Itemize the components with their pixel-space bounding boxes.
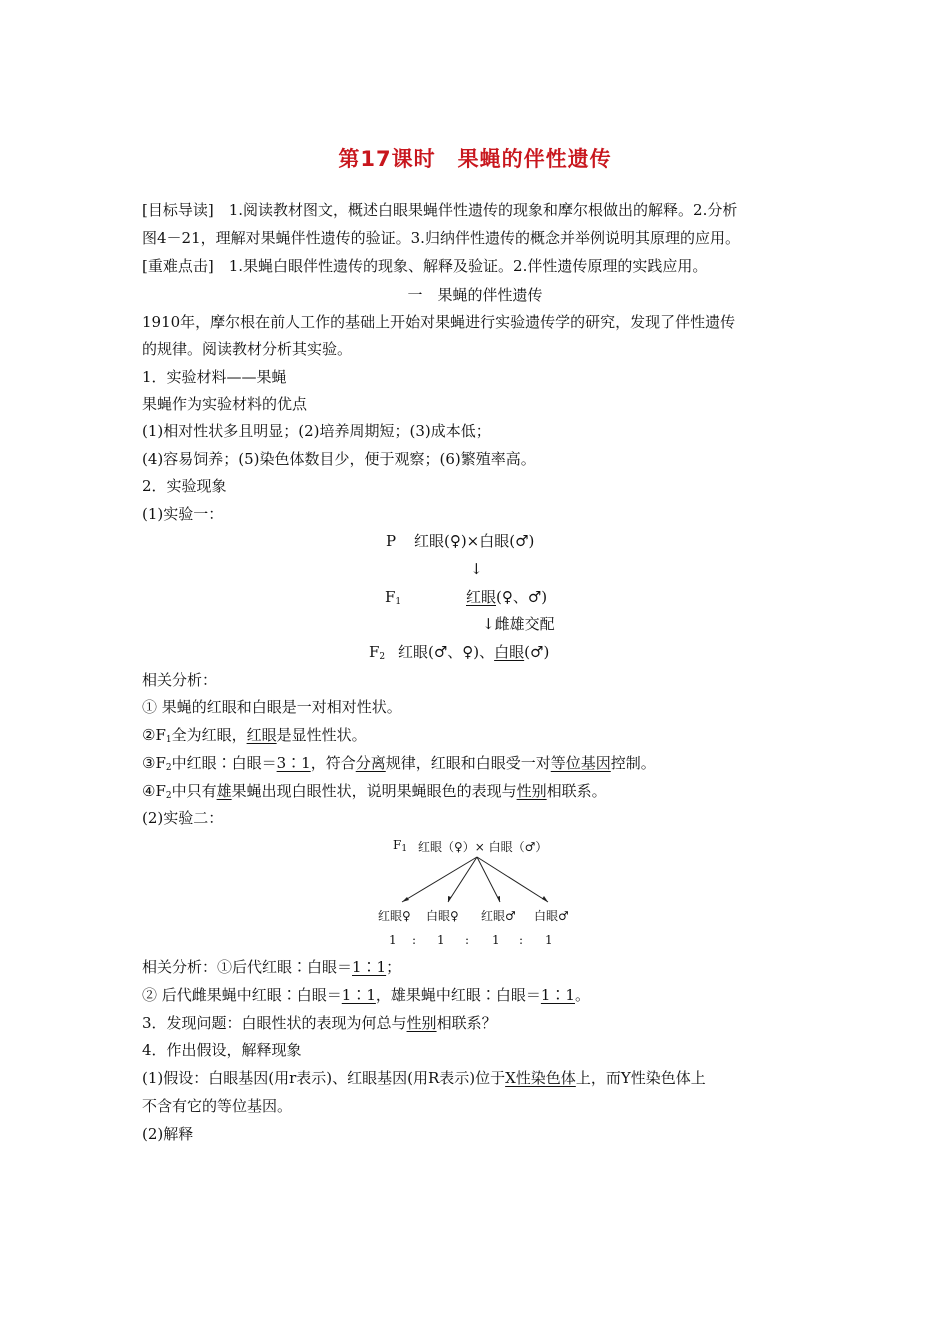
answer-dominant: 红眼 — [246, 726, 277, 744]
exp2-ratio-4: 1 — [545, 933, 553, 947]
exp2-offspring-2: 白眼♀ — [426, 909, 459, 923]
answer-x-chromosome: X性染色体 — [505, 1069, 576, 1087]
intro-line-1: 1910年，摩尔根在前人工作的基础上开始对果蝇进行实验遗传学的研究，发现了伴性遗传 — [142, 313, 736, 331]
analysis-heading: 相关分析： — [142, 671, 218, 689]
key-line — [142, 256, 707, 276]
exp1-f2-label: $F_2$ — [369, 643, 386, 662]
exp2-ratio-sep-3: : — [519, 933, 524, 947]
advantage-line-2: (4)容易饲养；(5)染色体数目少，便于观察；(6)繁殖率高。 — [142, 450, 536, 468]
analysis-item-3: $③F_2$中红眼∶白眼＝3∶1，符合分离规律，红眼和白眼受一对等位基因控制。 — [142, 754, 656, 773]
exp2-ratio-sep-1: : — [412, 933, 417, 947]
exp1-p-cross: 红眼(♀)×白眼(♂) — [414, 532, 535, 550]
exp1-f2-phenotype: 红眼(♂、♀)、白眼(♂) — [398, 643, 550, 661]
goal-text-1: 1.阅读教材图文，概述白眼果蝇伴性遗传的现象和摩尔根做出的解释。2.分析 — [228, 201, 738, 219]
analysis-item-4: $④F_2$中只有雄果蝇出现白眼性状，说明果蝇眼色的表现与性别相联系。 — [142, 782, 607, 801]
exp1-f1-label: $F_1$ — [385, 588, 402, 607]
intro-line-2: 的规律。阅读教材分析其实验。 — [142, 340, 353, 358]
goal-tag: [目标导读] — [142, 201, 214, 219]
analysis-item-1: ① 果蝇的红眼和白眼是一对相对性状。 — [142, 698, 402, 716]
exp2-f1-label: $F_1$ — [393, 838, 408, 854]
goal-line-1 — [142, 200, 737, 220]
exp2-ratio-sep-2: : — [465, 933, 470, 947]
answer-sex-2: 性别 — [406, 1014, 437, 1032]
exp1-arrow-1: ↓ — [470, 560, 483, 578]
exp2-offspring-4: 白眼♂ — [534, 909, 569, 923]
subsection-2: 2．实验现象 — [142, 477, 227, 495]
exp2-cross: 红眼（♀）× 白眼（♂） — [418, 840, 548, 854]
subsection-3: 3．发现问题：白眼性状的表现为何总与性别相联系？ — [142, 1014, 497, 1032]
exp1-arrow-2: ↓雌雄交配 — [482, 615, 555, 633]
exp2-analysis-1: 相关分析：①后代红眼∶白眼＝1∶1； — [142, 958, 402, 976]
exp2-offspring-1: 红眼♀ — [378, 909, 411, 923]
page-title: 第17课时 果蝇的伴性遗传 — [338, 147, 612, 171]
key-tag: [重难点击] — [142, 257, 214, 275]
subsection-1: 1．实验材料——果蝇 — [142, 368, 287, 386]
hypothesis-line-1: (1)假设：白眼基因(用r表示)、红眼基因(用R表示)位于X性染色体上，而Y性染色体上 — [142, 1069, 706, 1087]
experiment-2-label: (2)实验二： — [142, 809, 224, 827]
exp2-analysis-2: ② 后代雌果蝇中红眼∶白眼＝1∶1，雄果蝇中红眼∶白眼＝1∶1。 — [142, 986, 590, 1004]
exp2-offspring-3: 红眼♂ — [481, 909, 516, 923]
answer-male: 雄 — [216, 782, 232, 800]
exp2-ratio-3: 1 — [492, 933, 500, 947]
exp1-p-label: P — [386, 532, 397, 550]
answer-segregation: 分离 — [355, 754, 386, 772]
answer-sex: 性别 — [516, 782, 547, 800]
exp1-f1-phenotype: 红眼(♀、♂) — [466, 588, 548, 606]
exp1-f2-white-answer: 白眼 — [494, 643, 525, 661]
section-heading: 一 果蝇的伴性遗传 — [407, 286, 543, 304]
exp2-ratio-1: 1 — [389, 933, 397, 947]
analysis-item-2: $②F_1$全为红眼，红眼是显性性状。 — [142, 726, 367, 745]
goal-line-2: 图4－21，理解对果蝇伴性遗传的验证。3.归纳伴性遗传的概念并举例说明其原理的应用。 — [142, 229, 740, 247]
answer-ratio: 3∶1 — [276, 754, 311, 772]
advantage-line-1: (1)相对性状多且明显；(2)培养周期短；(3)成本低； — [142, 422, 491, 440]
answer-ratio-female: 1∶1 — [341, 986, 376, 1004]
answer-allele: 等位基因 — [550, 754, 611, 772]
answer-ratio-male: 1∶1 — [540, 986, 575, 1004]
key-text: 1.果蝇白眼伴性遗传的现象、解释及验证。2.伴性遗传原理的实践应用。 — [228, 257, 708, 275]
advantage-heading: 果蝇作为实验材料的优点 — [142, 395, 308, 413]
explanation-heading: (2)解释 — [142, 1125, 194, 1143]
exp1-f1-red-answer: 红眼 — [466, 588, 497, 606]
answer-ratio-offspring: 1∶1 — [352, 958, 387, 976]
experiment-1-label: (1)实验一： — [142, 505, 224, 523]
exp2-branch-lines — [380, 855, 580, 907]
exp2-ratio-2: 1 — [437, 933, 445, 947]
subsection-4: 4．作出假设，解释现象 — [142, 1041, 302, 1059]
hypothesis-line-2: 不含有它的等位基因。 — [142, 1097, 293, 1115]
